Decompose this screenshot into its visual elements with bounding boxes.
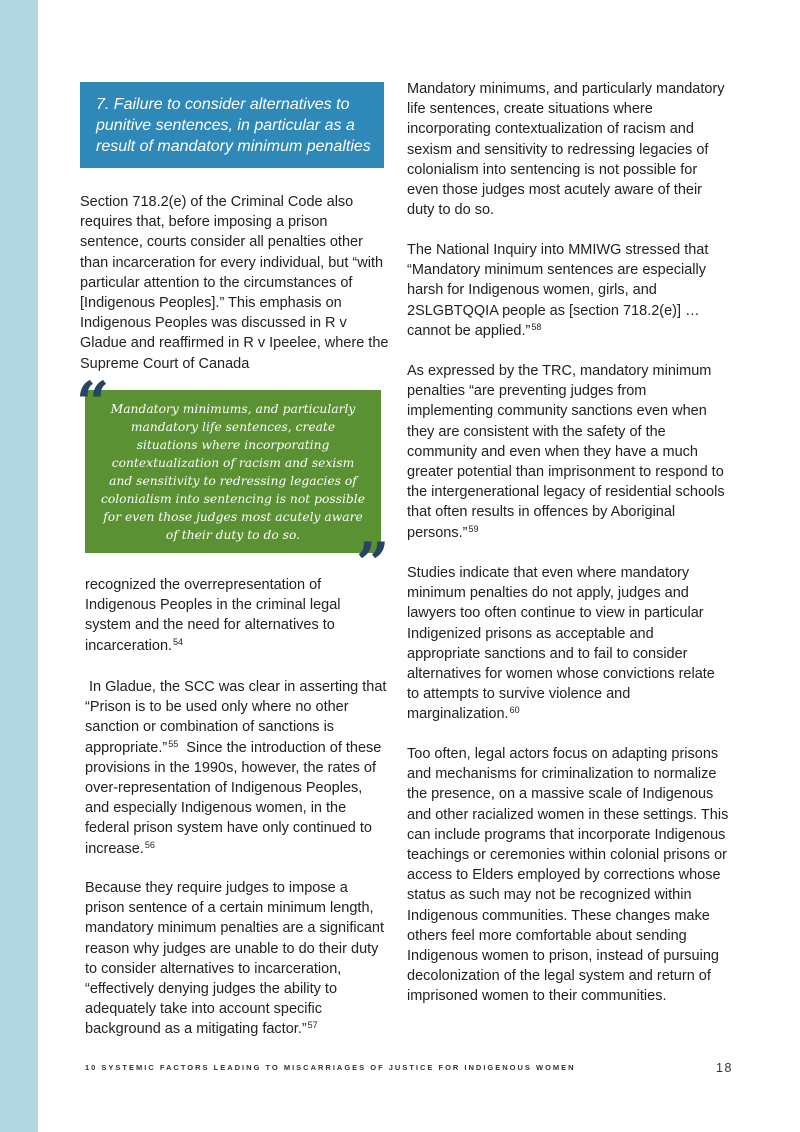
right-paragraph-3 bbox=[407, 361, 729, 543]
left-paragraph-1: Section 718.2(e) of the Criminal Code also requires that, before imposing a prison sentence, courts consider all penalties other than incarceration for every individual, but “with particular attention to the circumstances of [Indigenous Peoples].” This emphasis on Indigenous Peoples was discussed in R v Gladue and reaffirmed in R v Ipeelee, where the Supreme Court of Canada bbox=[80, 194, 389, 372]
paragraph-text: In Gladue, the SCC was clear in asserting that “Prison is to be used only where no other sanction or combination of sanctions is appropriate.” bbox=[85, 679, 391, 756]
left-paragraph-3 bbox=[85, 677, 390, 859]
right-paragraph-4 bbox=[407, 563, 729, 725]
left-paragraph-4 bbox=[85, 878, 390, 1040]
right-paragraph-5: Too often, legal actors focus on adapting prisons and mechanisms for criminalization to normalize the presence, on a massive scale of Indigenous and other racialized women in these settings. This can include programs that incorporate Indigenous teachings or ceremonies within colonial prisons or access to Elders employed by corrections whose status as such may not be recognized within Indigenous communities. These changes make others feel more comfortable about sending Indigenous women to prison, instead of pursuing decolonization of the legal system and return of imprisoned women to their communities. bbox=[407, 746, 729, 1005]
footer-title: 10 SYSTEMIC FACTORS LEADING TO MISCARRIAGES OF JUSTICE FOR INDIGENOUS WOMEN bbox=[85, 1063, 576, 1072]
page-number: 18 bbox=[716, 1061, 733, 1075]
left-paragraph-2 bbox=[85, 575, 390, 656]
paragraph-text: The National Inquiry into MMIWG stressed that “Mandatory minimum sentences are especially harsh for Indigenous women, girls, and 2SLGBTQQIA people as [section 718.2(e)] … cannot be applied.” bbox=[407, 242, 709, 339]
footnote-ref: 55 bbox=[168, 738, 179, 749]
paragraph-text: Since the introduction of these provisions in the 1990s, however, the rates of over-representation of Indigenous Peoples, and especially Indigenous women, in the federal prison system have only continued to increase. bbox=[85, 739, 386, 857]
footnote-ref: 59 bbox=[468, 523, 479, 534]
paragraph-text: Studies indicate that even where mandatory minimum penalties do not apply, judges and lawyers too often continue to view in particular Indigenized prisons as acceptable and appropriate sanctions and to fail to consider alternatives for women whose convictions relate to attempts to survive violence and marginalization. bbox=[407, 565, 715, 723]
footnote-ref: 54 bbox=[173, 636, 184, 647]
paragraph-text: recognized the overrepresentation of Indigenous Peoples in the criminal legal system and the need for alternatives to incarceration. bbox=[85, 577, 341, 654]
pull-quote: Mandatory minimums, and particularly mandatory life sentences, create situations where incorporating contextualization of racism and sexism and sensitivity to redressing legacies of colonialism into sentencing is not possible for even those judges most acutely aware of their duty to do so. bbox=[85, 390, 381, 553]
right-paragraph-2 bbox=[407, 240, 729, 341]
section-heading: 7. Failure to consider alternatives to punitive sentences, in particular as a result of mandatory minimum penalties bbox=[80, 82, 384, 168]
right-paragraph-1: Mandatory minimums, and particularly mandatory life sentences, create situations where incorporating contextualization of racism and sexism and sensitivity to redressing legacies of colonialism into sentencing is not possible for even those judges most acutely aware of their duty to do so. bbox=[407, 81, 725, 219]
close-quote-icon: ” bbox=[356, 530, 390, 598]
footnote-ref: 57 bbox=[307, 1020, 318, 1031]
footnote-ref: 60 bbox=[509, 705, 520, 716]
side-accent-bar bbox=[0, 0, 38, 1132]
footnote-ref: 56 bbox=[144, 839, 155, 850]
paragraph-text: As expressed by the TRC, mandatory minimum penalties “are preventing judges from implementing community sanctions even when they are consistent with the safety of the community and even when they have a much greater potential than imprisonment to respond to the intergenerational legacy of residential schools that often results in offences by Aboriginal persons.” bbox=[407, 363, 725, 541]
paragraph-text: Because they require judges to impose a prison sentence of a certain minimum length, mandatory minimum penalties are a significant reason why judges are unable to do their duty to consider alternatives to incarceration, “effectively denying judges the ability to adequately take into account specific background as a mitigating factor.” bbox=[85, 880, 384, 1038]
footnote-ref: 58 bbox=[531, 321, 542, 332]
open-quote-icon: “ bbox=[76, 369, 110, 437]
